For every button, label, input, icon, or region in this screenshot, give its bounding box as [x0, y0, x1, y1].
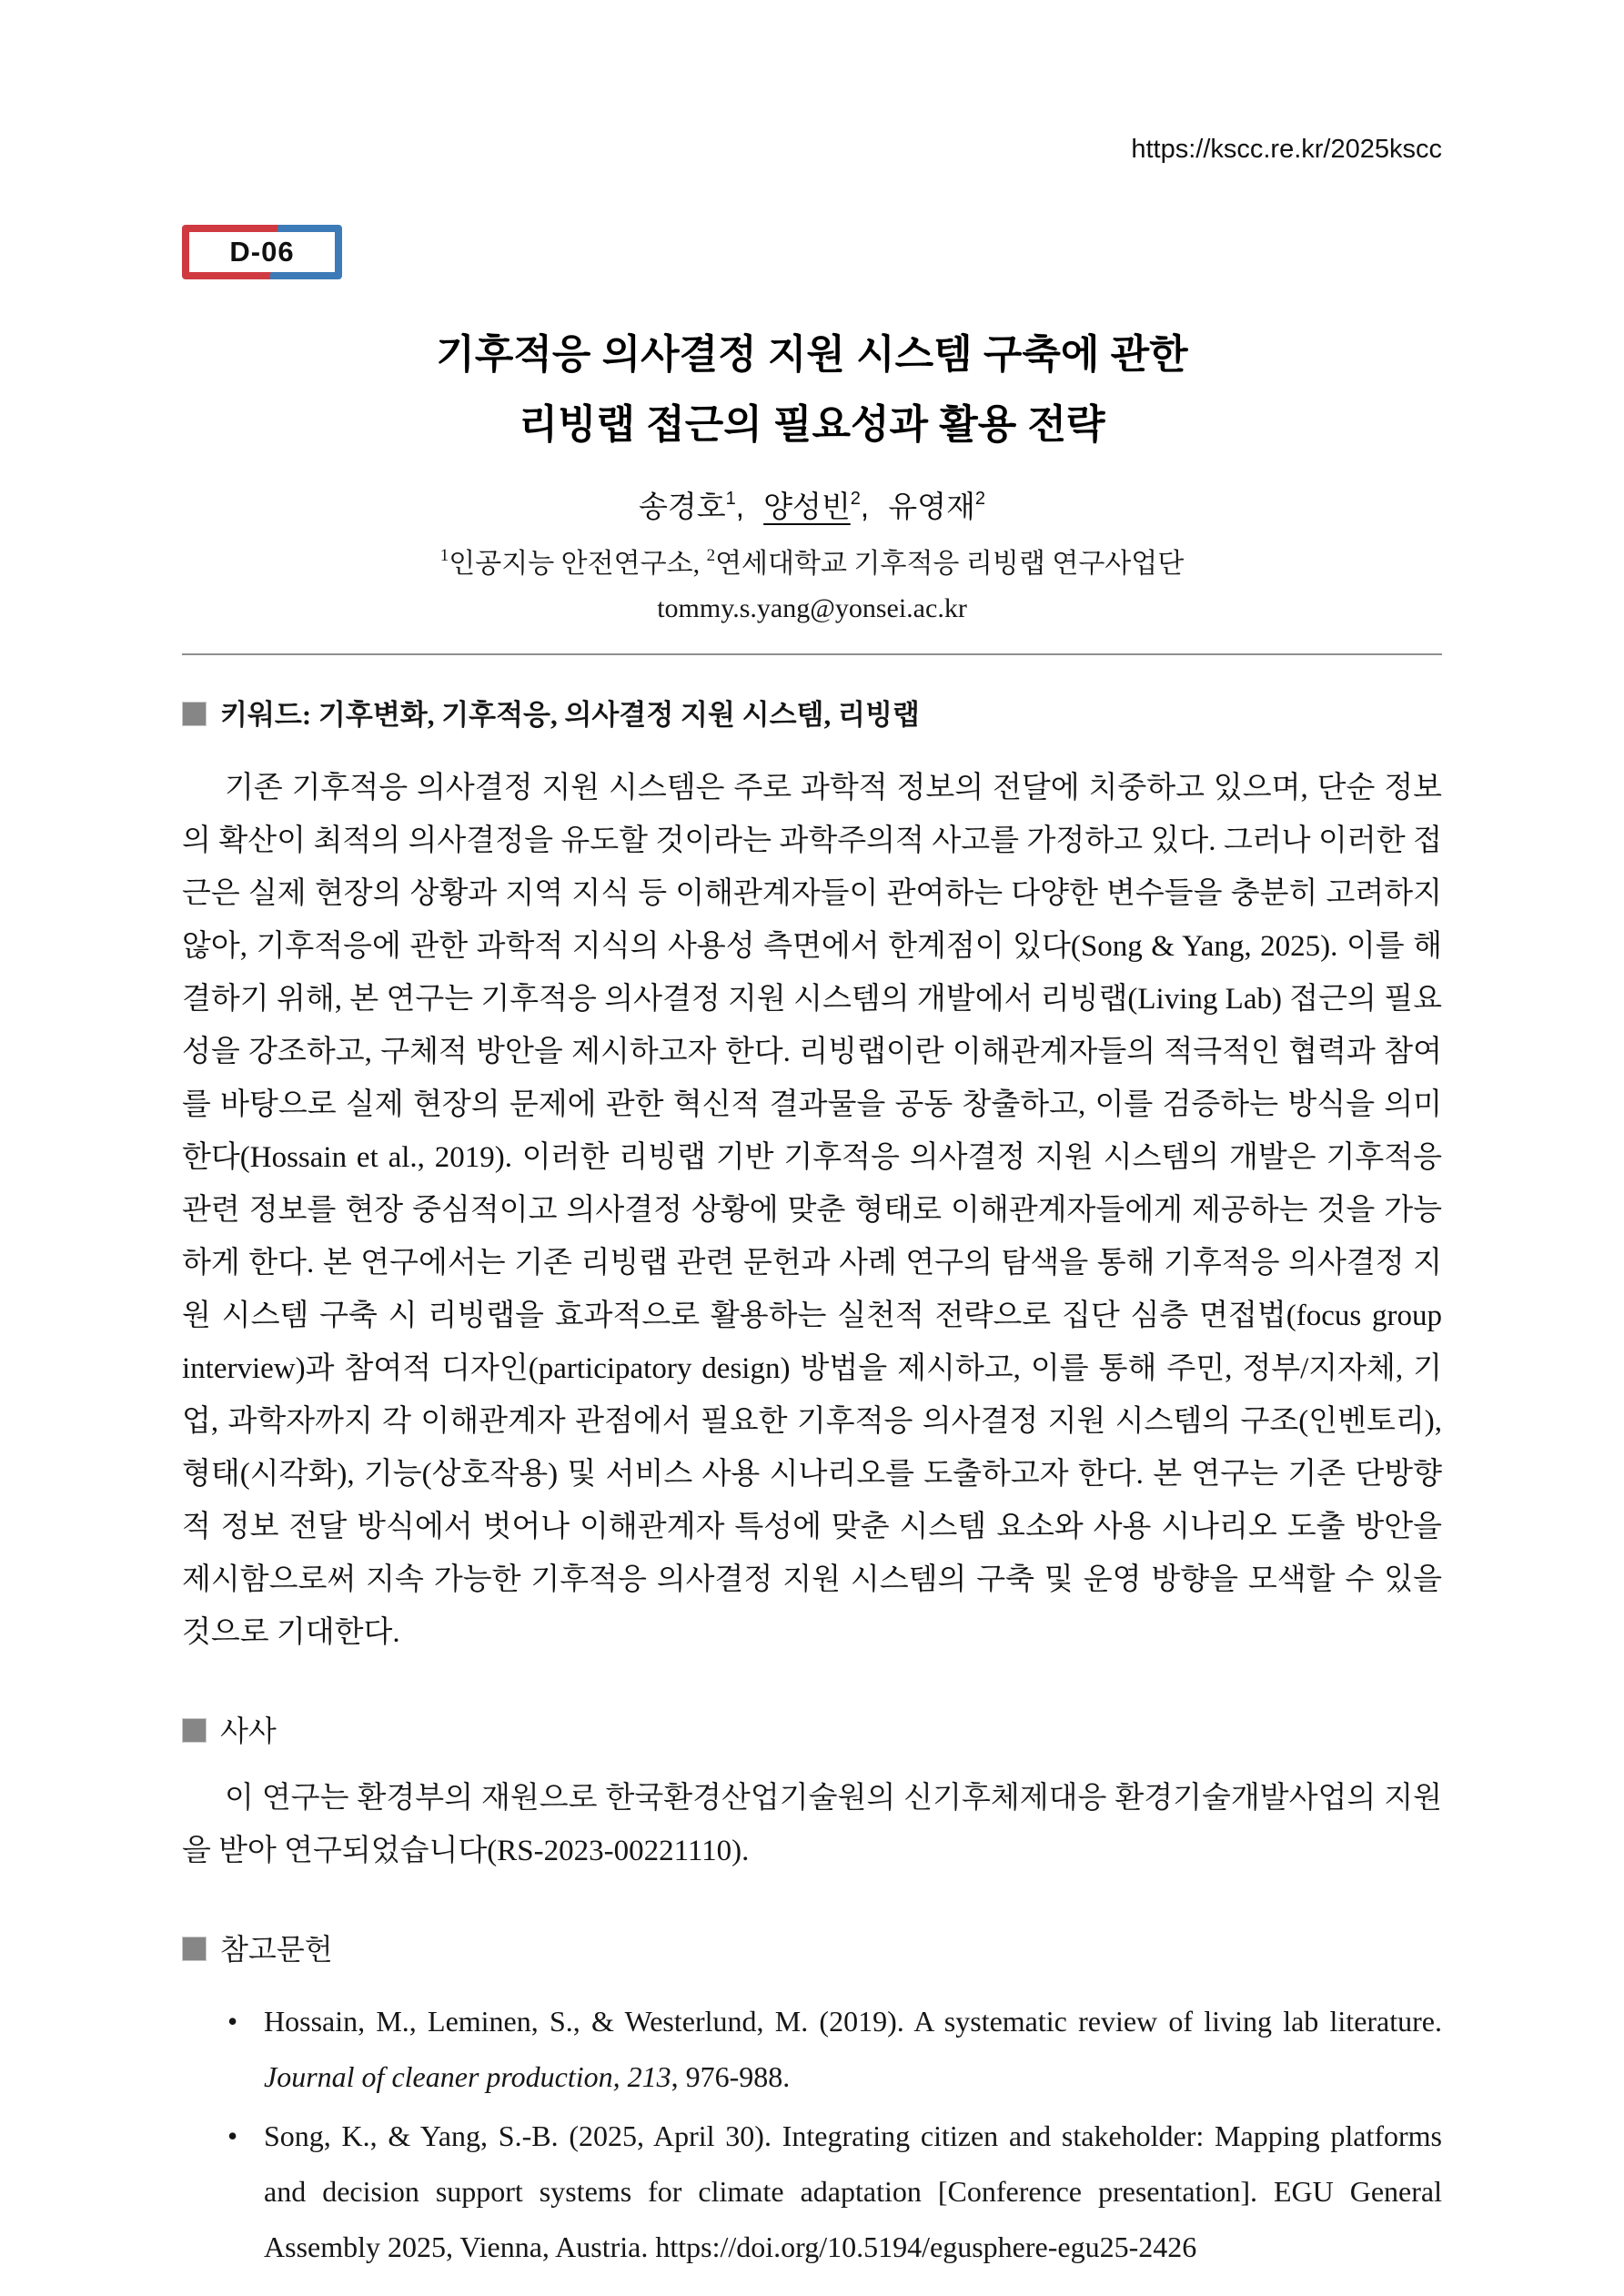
session-badge	[182, 225, 342, 279]
affiliation-name: 인공지능 안전연구소,	[449, 549, 707, 579]
square-bullet-icon	[182, 1718, 207, 1743]
authors-line	[182, 483, 1442, 526]
reference-text: Hossain, M., Leminen, S., & Westerlund, M. (2019). A systematic review of living lab literature.	[264, 2005, 1442, 2038]
square-bullet-icon	[182, 1937, 207, 1961]
conference-url: https://kscc.re.kr/2025kscc	[1131, 135, 1442, 164]
acknowledgement-text: 이 연구는 환경부의 재원으로 한국환경산업기술원의 신기후체제대응 환경기술개발사업의 지원을 받아 연구되었습니다(RS-2023-00221110).	[182, 1782, 1442, 1867]
contact-email: tommy.s.yang@yonsei.ac.kr	[657, 593, 967, 623]
header-divider	[182, 653, 1442, 655]
reference-list	[182, 1994, 1442, 2275]
affiliation-mark: 1	[439, 546, 449, 565]
paper-title	[182, 319, 1442, 460]
author-affiliation-mark: 2	[850, 489, 861, 509]
author-name: 송경호	[639, 490, 726, 523]
session-badge-wrap	[182, 225, 1442, 279]
affiliations-line	[182, 541, 1442, 581]
reference-journal: Journal of cleaner production, 213	[264, 2060, 671, 2093]
bullet-icon: •	[227, 2005, 238, 2038]
keywords-line	[182, 692, 1442, 733]
paper-title-line-1: 기후적응 의사결정 지원 시스템 구축에 관한	[436, 332, 1188, 377]
reference-item	[182, 2109, 1442, 2275]
reference-item	[182, 1994, 1442, 2105]
author-name: 양성빈	[763, 490, 851, 523]
abstract-text: 기존 기후적응 의사결정 지원 시스템은 주로 과학적 정보의 전달에 치중하고 있으며, 단순 정보의 확산이 최적의 의사결정을 유도할 것이라는 과학주의적 사고를 가정하고 있다. 그러나 이러한 접근은 실제 현장의 상황과 지역 지식 등 이해관계자들이 관여하는 다양한 변수들을 충분히 고려하지 않아, 기후적응에 관한 과학적 지식의 사용성 측면에서 한계점이 있다(Song & Yang, 2025). 이를 해결하기 위해, 본 연구는 기후적응 의사결정 지원 시스템의 개발에서 리빙랩(Living Lab) 접근의 필요성을 강조하고, 구체적 방안을 제시하고자 한다. 리빙랩이란 이해관계자들의 적극적인 협력과 참여를 바탕으로 실제 현장의 문제에 관한 혁신적 결과물을 공동 창출하고, 이를 검증하는 방식을 의미한다(Hossain et al., 2019). 이러한 리빙랩 기반 기후적응 의사결정 지원 시스템의 개발은 기후적응 관련 정보를 현장 중심적이고 의사결정 상황에 맞춘 형태로 이해관계자들에게 제공하는 것을 가능하게 한다. 본 연구에서는 기존 리빙랩 관련 문헌과 사례 연구의 탐색을 통해 기후적응 의사결정 지원 시스템 구축 시 리빙랩을 효과적으로 활용하는 실천적 전략으로 집단 심층 면접법(focus group interview)과 참여적 디자인(participatory design) 방법을 제시하고, 이를 통해 주민, 정부/지자체, 기업, 과학자까지 각 이해관계자 관점에서 필요한 기후적응 의사결정 지원 시스템의 구조(인벤토리), 형태(시각화), 기능(상호작용) 및 서비스 사용 시나리오를 도출하고자 한다. 본 연구는 기존 단방향적 정보 전달 방식에서 벗어나 이해관계자 특성에 맞춘 시스템 요소와 사용 시나리오 도출 방안을 제시함으로써 지속 가능한 기후적응 의사결정 지원 시스템의 구축 및 운영 방향을 모색할 수 있을 것으로 기대한다.	[182, 772, 1442, 1649]
keywords-list: 기후변화, 기후적응, 의사결정 지원 시스템, 리빙랩	[318, 699, 920, 731]
references-heading	[182, 1927, 1442, 1968]
acknowledgement-heading-label: 사사	[220, 1714, 277, 1747]
affiliation-mark: 2	[706, 546, 716, 565]
author-separator: ,	[735, 490, 764, 523]
author-affiliation-mark: 1	[725, 489, 736, 509]
author-name: 유영재	[888, 490, 975, 523]
paper-title-line-2: 리빙랩 접근의 필요성과 활용 전략	[519, 402, 1105, 447]
reference-text: , 976-988.	[671, 2060, 791, 2093]
session-badge-label: D-06	[189, 232, 335, 272]
reference-text: Song, K., & Yang, S.-B. (2025, April 30). Integrating citizen and stakeholder: Mapping platforms and decision support systems for climate adaptation [Conference presentation]. EGU General Assembly 2025, Vienna, Austria. https://doi.org/10.5194/egusphere-egu25-2426	[264, 2119, 1442, 2263]
references-heading-label: 참고문헌	[220, 1933, 333, 1966]
acknowledgement-heading	[182, 1708, 1442, 1750]
author-affiliation-mark: 2	[974, 489, 985, 509]
square-bullet-icon	[182, 702, 207, 726]
affiliation-name: 연세대학교 기후적응 리빙랩 연구사업단	[715, 549, 1185, 579]
bullet-icon: •	[227, 2119, 238, 2152]
keywords-label: 키워드:	[220, 699, 318, 731]
author-separator: ,	[860, 490, 889, 523]
